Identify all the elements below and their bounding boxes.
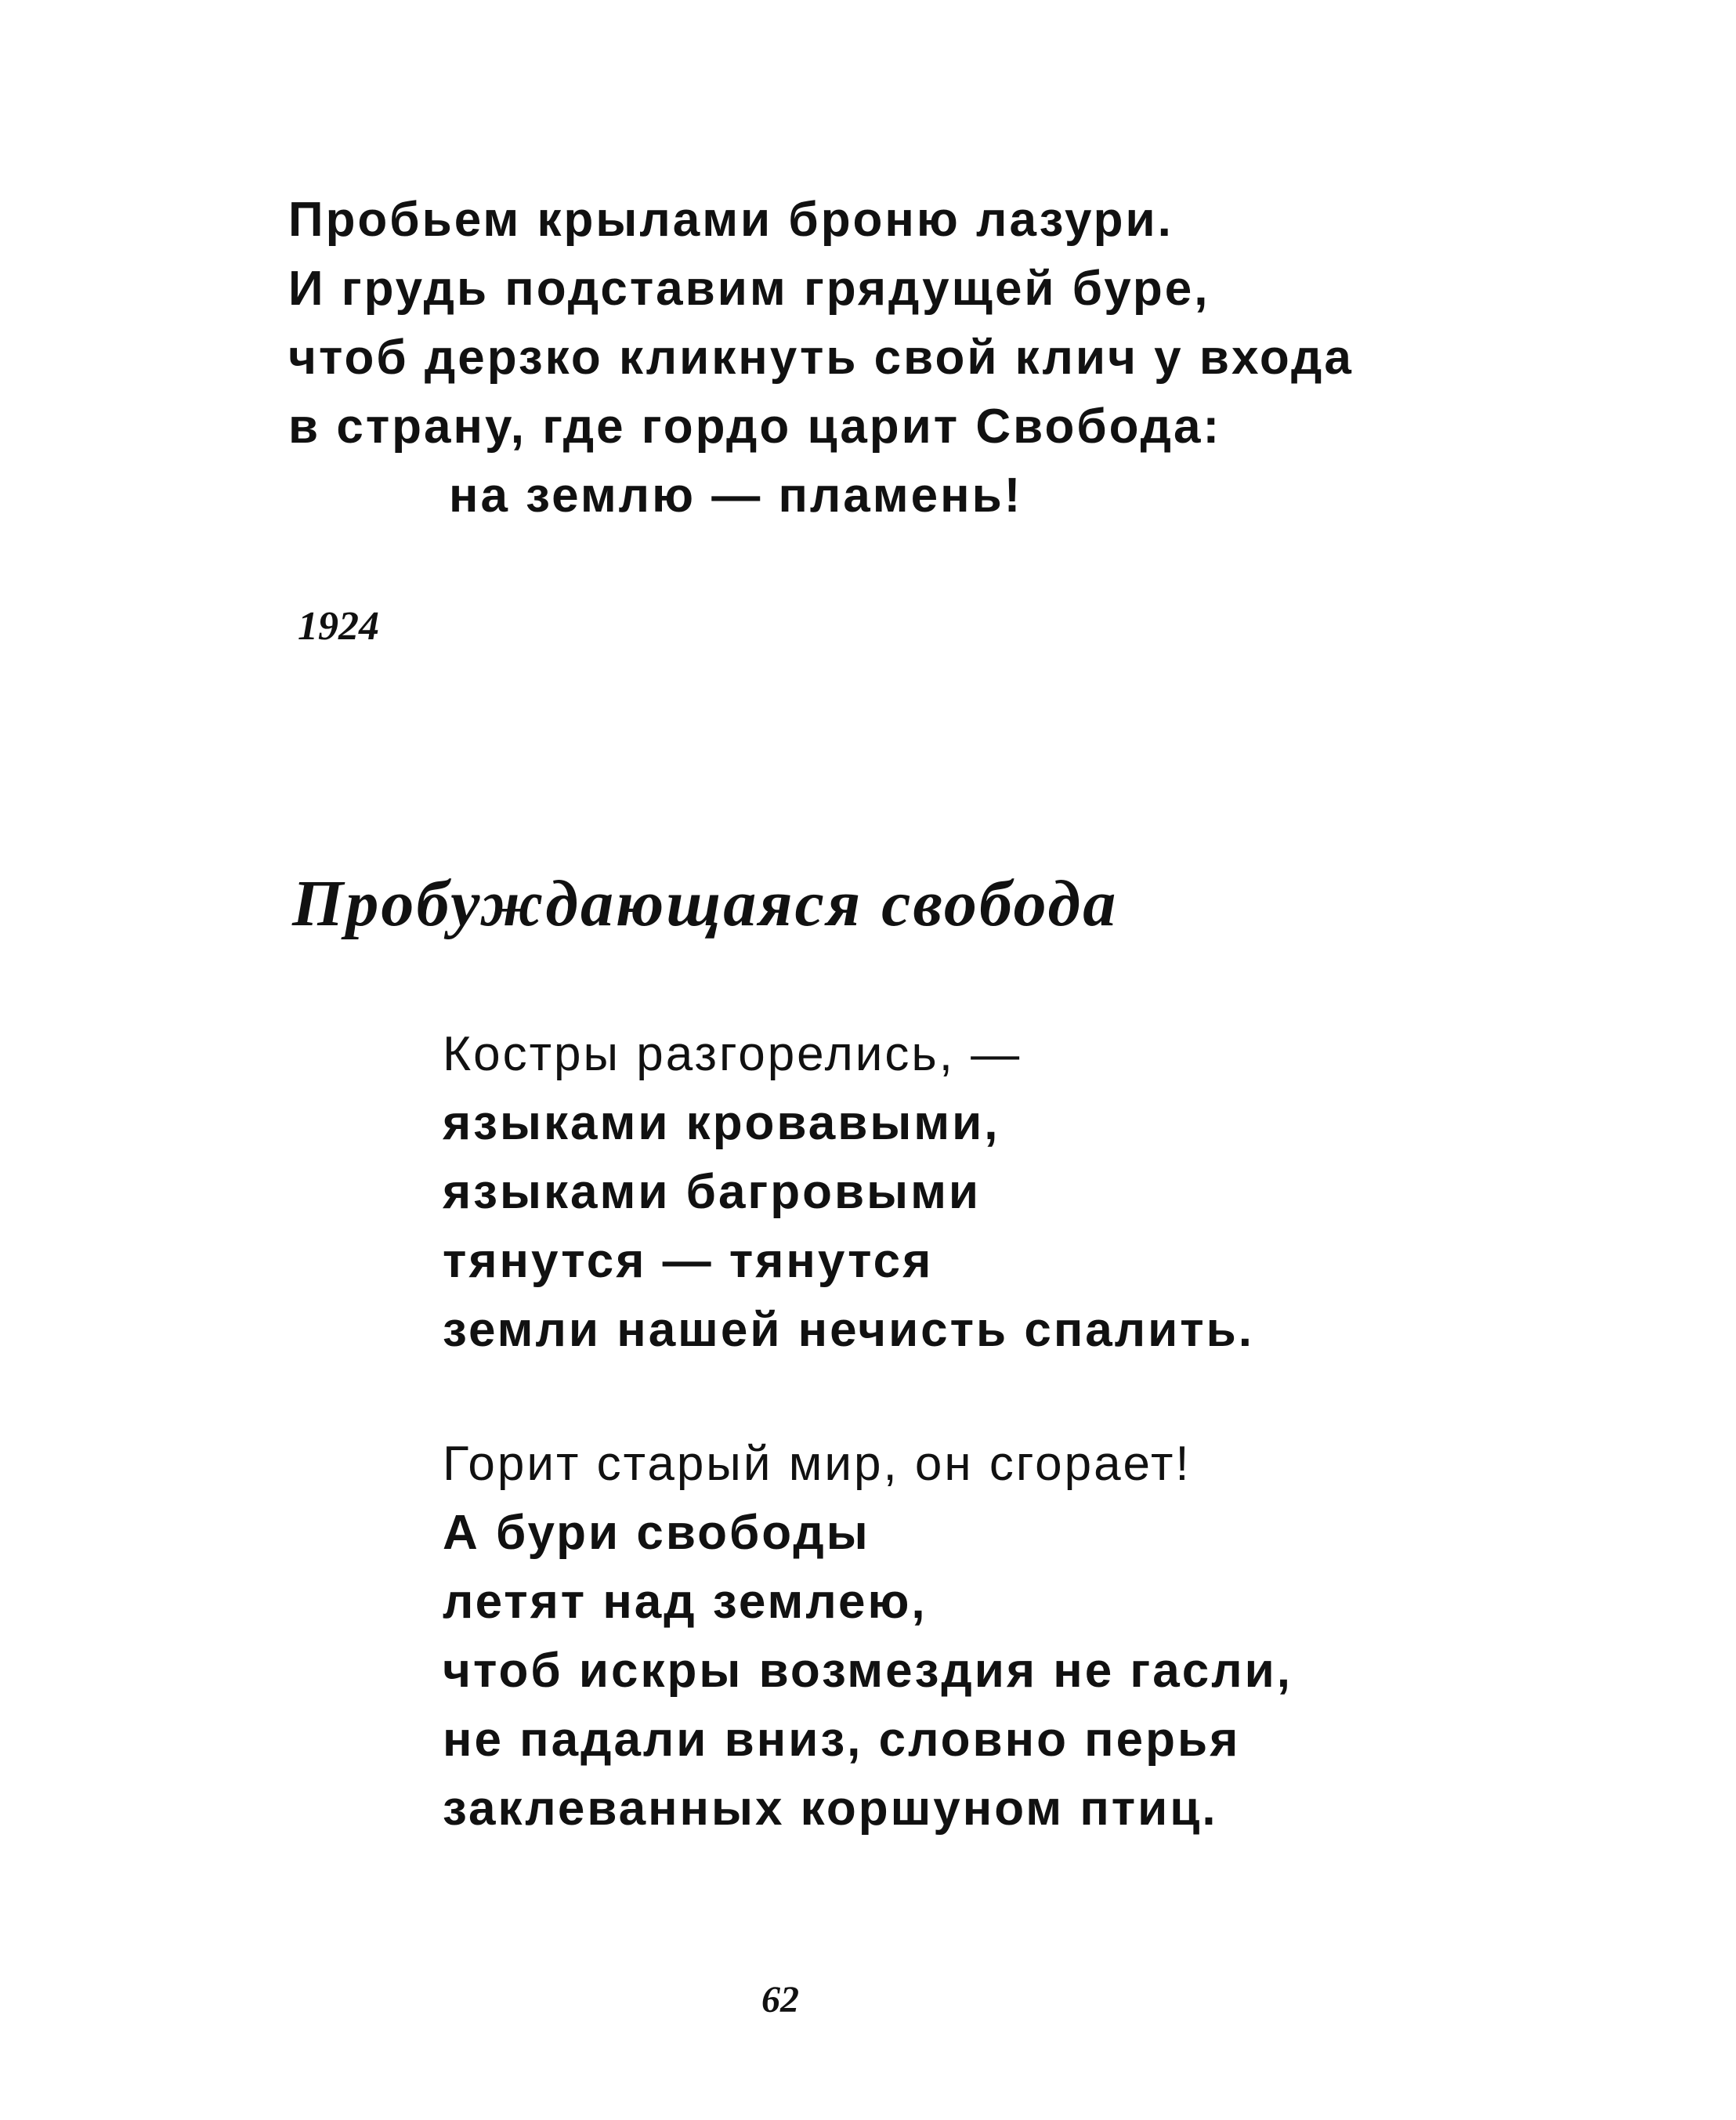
poem-line: чтоб искры возмездия не гасли, — [443, 1644, 1293, 1698]
poem-line: чтоб дерзко кликнуть свой клич у входа — [288, 331, 1354, 385]
poem-stanza-1 — [443, 1020, 1254, 1365]
previous-poem-ending — [288, 186, 1354, 530]
poem-line: в страну, где гордо царит Свобода: — [288, 400, 1222, 454]
poem-line: И грудь подставим грядущей буре, — [288, 262, 1210, 316]
poem-line: языками багровыми — [443, 1165, 982, 1219]
page-number: 62 — [761, 1979, 799, 2021]
poem-line: Горит старый мир, он сгорает! — [443, 1437, 1192, 1491]
poem-line: А бури свободы — [443, 1506, 870, 1560]
poem-line: тянутся — тянутся — [443, 1234, 934, 1288]
poem-line: языками кровавыми, — [443, 1096, 1000, 1150]
poem-line: земли нашей нечисть спалить. — [443, 1303, 1254, 1357]
poem-line: летят над землею, — [443, 1575, 928, 1629]
poem-stanza-2 — [443, 1430, 1293, 1843]
poem-line: Костры разгорелись, — — [443, 1027, 1022, 1081]
poem-line: на землю — пламень! — [449, 468, 1023, 523]
poem-year: 1924 — [298, 604, 379, 649]
poem-title: Пробуждающаяся свобода — [292, 867, 1119, 940]
poem-line: Пробьем крылами броню лазури. — [288, 193, 1174, 247]
poem-line: не падали вниз, словно перья — [443, 1713, 1241, 1767]
poem-line: заклеванных коршуном птиц. — [443, 1782, 1218, 1836]
